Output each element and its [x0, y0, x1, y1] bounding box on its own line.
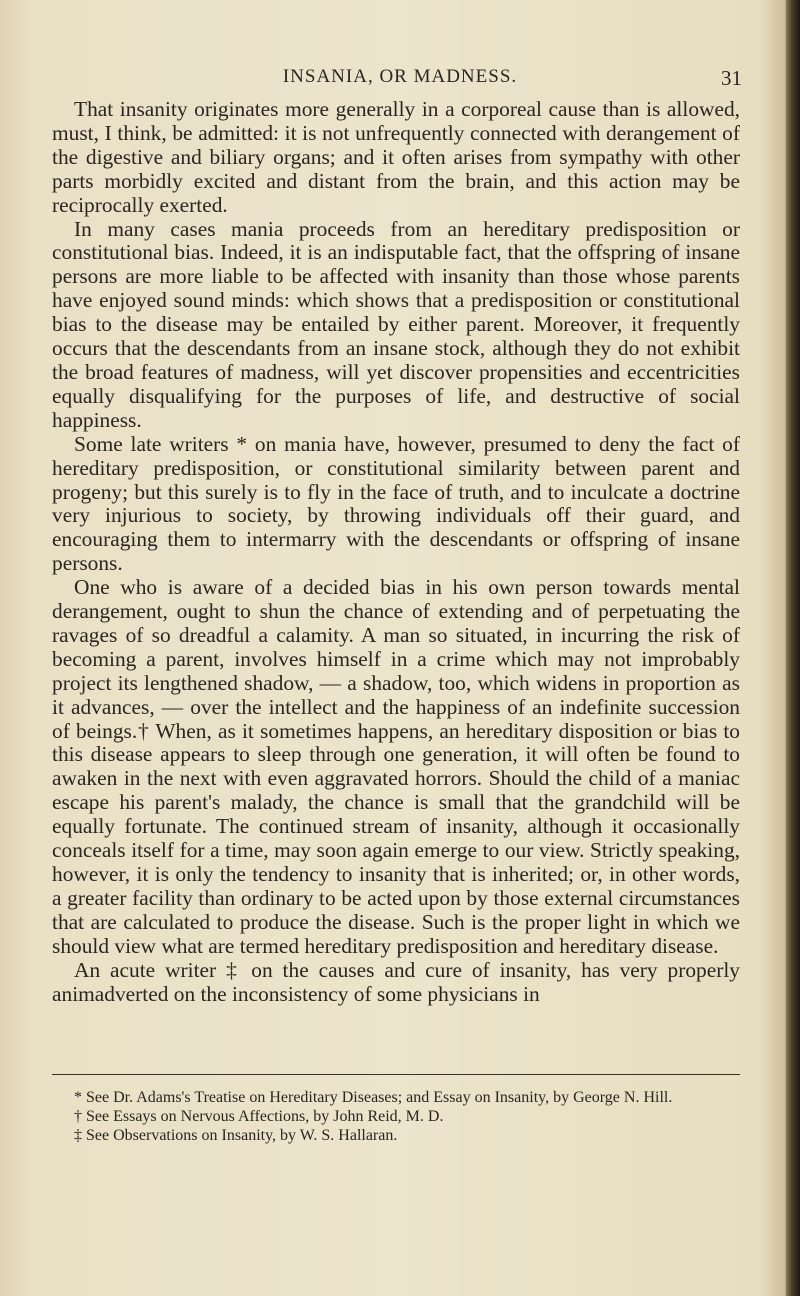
footnote: * See Dr. Adams's Treatise on Hereditary Diseases; and Essay on Insanity, by George N. Hill.: [74, 1089, 673, 1106]
body-text: [52, 98, 740, 1006]
footnotes: [52, 1088, 740, 1145]
paragraph: Some late writers * on mania have, however, presumed to deny the fact of hereditary predisposition, or constitutional similarity between parent and progeny; but this surely is to fly in the face of truth, and to inculcate a doctrine very injurious to society, by throwing individuals off their guard, and encouraging them to intermarry with the descendants or offspring of insane persons.: [52, 431, 740, 576]
footnote: ‡ See Observations on Insanity, by W. S. Hallaran.: [74, 1127, 398, 1144]
paragraph: One who is aware of a decided bias in his own person towards mental derangement, ought to shun the chance of extending and of perpetuating the ravages of so dreadful a calamity. A man so situated, in incurring the risk of becoming a parent, involves himself in a crime which may not improbably project its lengthened shadow, — a shadow, too, which widens in proportion as it advances, — over the intellect and the happiness of an indefinite succession of beings.† When, as it sometimes happens, an hereditary disposition or bias to this disease appears to sleep through one generation, it will often be found to awaken in the next with even aggravated horrors. Should the child of a maniac escape his parent's malady, the chance is small that the grandchild will be equally fortunate. The continued stream of insanity, although it occasionally conceals itself for a time, may soon again emerge to our view. Strictly speaking, however, it is only the tendency to insanity that is inherited; or, in other words, a greater facility than ordinary to be acted upon by those external circumstances that are calculated to produce the disease. Such is the proper light in which we should view what are termed hereditary predisposition and hereditary disease.: [52, 575, 740, 958]
paragraph: In many cases mania proceeds from an hereditary predisposition or constitutional bias. Indeed, it is an indisputable fact, that the offspring of insane persons are more liable to be affected with insanity than those whose parents have enjoyed sound minds: which shows that a predisposition or constitutional bias to the disease may be entailed by either parent. Moreover, it frequently occurs that the descendants from an insane stock, although they do not exhibit the broad features of madness, will yet discover propensities and eccentricities equally disqualifying for the purposes of life, and destructive of social happiness.: [52, 216, 740, 432]
paragraph: An acute writer ‡ on the causes and cure of insanity, has very properly animadverted on the inconsistency of some physicians in: [52, 957, 740, 1006]
footnote-rule: [52, 1074, 740, 1075]
page-number: 31: [721, 66, 742, 90]
paragraph: That insanity originates more generally in a corporeal cause than is allowed, must, I think, be admitted: it is not unfrequently connected with derangement of the digestive and biliary organs; and it often arises from sympathy with other parts morbidly excited and distant from the brain, and this action may be reciprocally exerted.: [52, 97, 740, 217]
running-head: INSANIA, OR MADNESS.: [282, 66, 518, 87]
book-binding-edge: [786, 0, 800, 1296]
page-header: [50, 66, 750, 90]
footnote: † See Essays on Nervous Affections, by John Reid, M. D.: [74, 1108, 444, 1125]
